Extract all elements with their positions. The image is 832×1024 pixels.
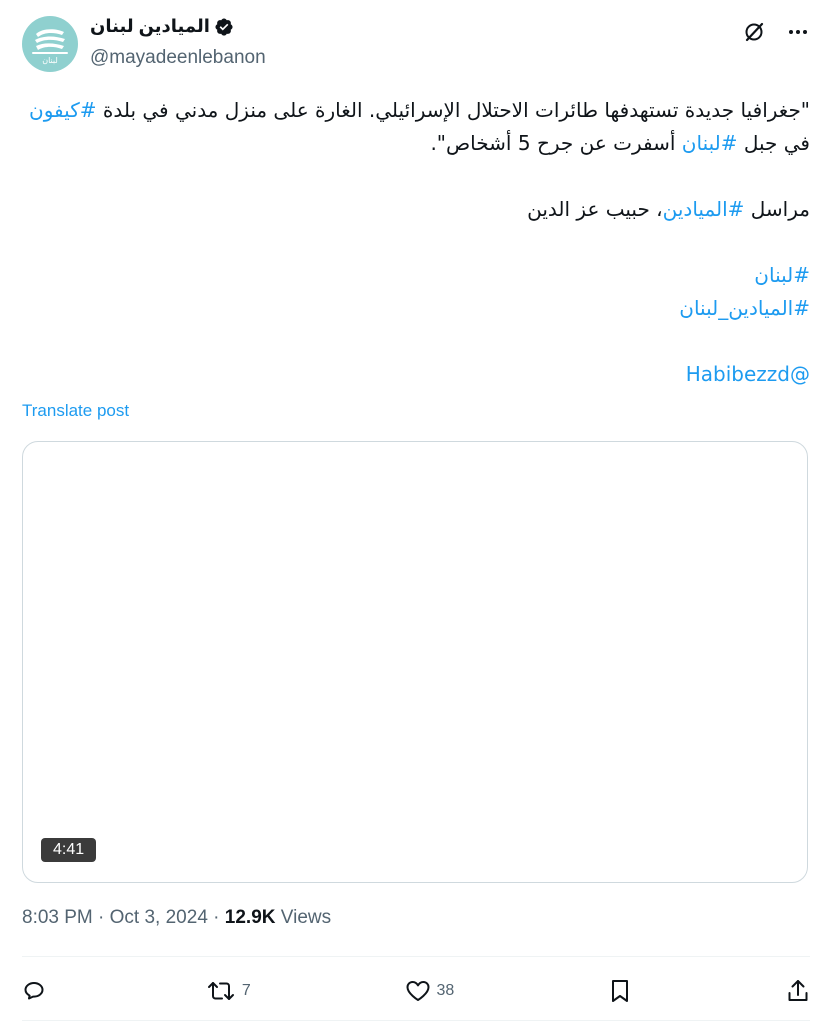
reply-icon [22, 979, 46, 1003]
bookmark-button[interactable] [608, 978, 632, 1004]
translate-post-link[interactable]: Translate post [22, 401, 130, 420]
author-handle[interactable]: @mayadeenlebanon [90, 47, 266, 68]
text-segment: مراسل [744, 197, 810, 221]
share-button[interactable] [786, 978, 810, 1004]
divider [22, 956, 810, 957]
retweet-count: 7 [241, 982, 251, 999]
retweet-button[interactable] [206, 979, 251, 1003]
meta-separator: · [98, 907, 105, 928]
action-bar [22, 974, 810, 1008]
views-count: 12.9K [224, 907, 276, 928]
post-time[interactable]: 8:03 PM [22, 907, 93, 928]
tweet-paragraph-4 [22, 358, 810, 391]
text-segment: أسفرت عن جرح 5 أشخاص". [430, 131, 682, 155]
text-segment: ، حبيب عز الدين [527, 197, 663, 221]
hashtag-link[interactable]: #لبنان [754, 263, 810, 287]
hashtag-link[interactable]: #لبنان [681, 131, 738, 155]
video-duration-badge: 4:41 [41, 838, 96, 862]
mention-link[interactable]: @Habibezzd [685, 362, 810, 386]
top-actions [742, 20, 810, 44]
tweet-text [22, 94, 810, 391]
tweet-paragraph-3 [22, 259, 810, 325]
divider [22, 1020, 810, 1021]
text-segment: "جغرافيا جديدة تستهدفها طائرات الاحتلال الإسرائيلي. الغارة على منزل مدني في بلدة [96, 98, 810, 122]
meta-separator: · [213, 907, 220, 928]
like-count: 38 [436, 982, 455, 999]
hashtag-link[interactable]: #الميادين [662, 197, 745, 221]
tweet-paragraph-1 [22, 94, 810, 160]
tweet-paragraph-2 [22, 193, 810, 226]
bookmark-icon [608, 978, 632, 1004]
author-name-row[interactable] [90, 16, 234, 37]
text-segment: في جبل [737, 131, 810, 155]
hashtag-link[interactable]: #كيفون [29, 98, 97, 122]
verified-badge-icon [214, 17, 234, 37]
video-player[interactable] [22, 441, 808, 883]
avatar-text: لبنان [42, 56, 58, 65]
like-button[interactable] [405, 979, 455, 1003]
grok-icon[interactable] [742, 20, 766, 44]
reply-button[interactable] [22, 979, 52, 1003]
like-icon [405, 979, 431, 1003]
hashtag-link[interactable]: #الميادين_لبنان [679, 296, 810, 320]
share-icon [786, 978, 810, 1004]
display-name[interactable]: الميادين لبنان [90, 16, 210, 36]
tweet-metadata [22, 907, 331, 929]
avatar[interactable] [22, 16, 78, 72]
post-date[interactable]: Oct 3, 2024 [109, 907, 208, 928]
views-label: Views [280, 907, 332, 928]
retweet-icon [206, 979, 236, 1003]
more-icon[interactable] [786, 20, 810, 44]
